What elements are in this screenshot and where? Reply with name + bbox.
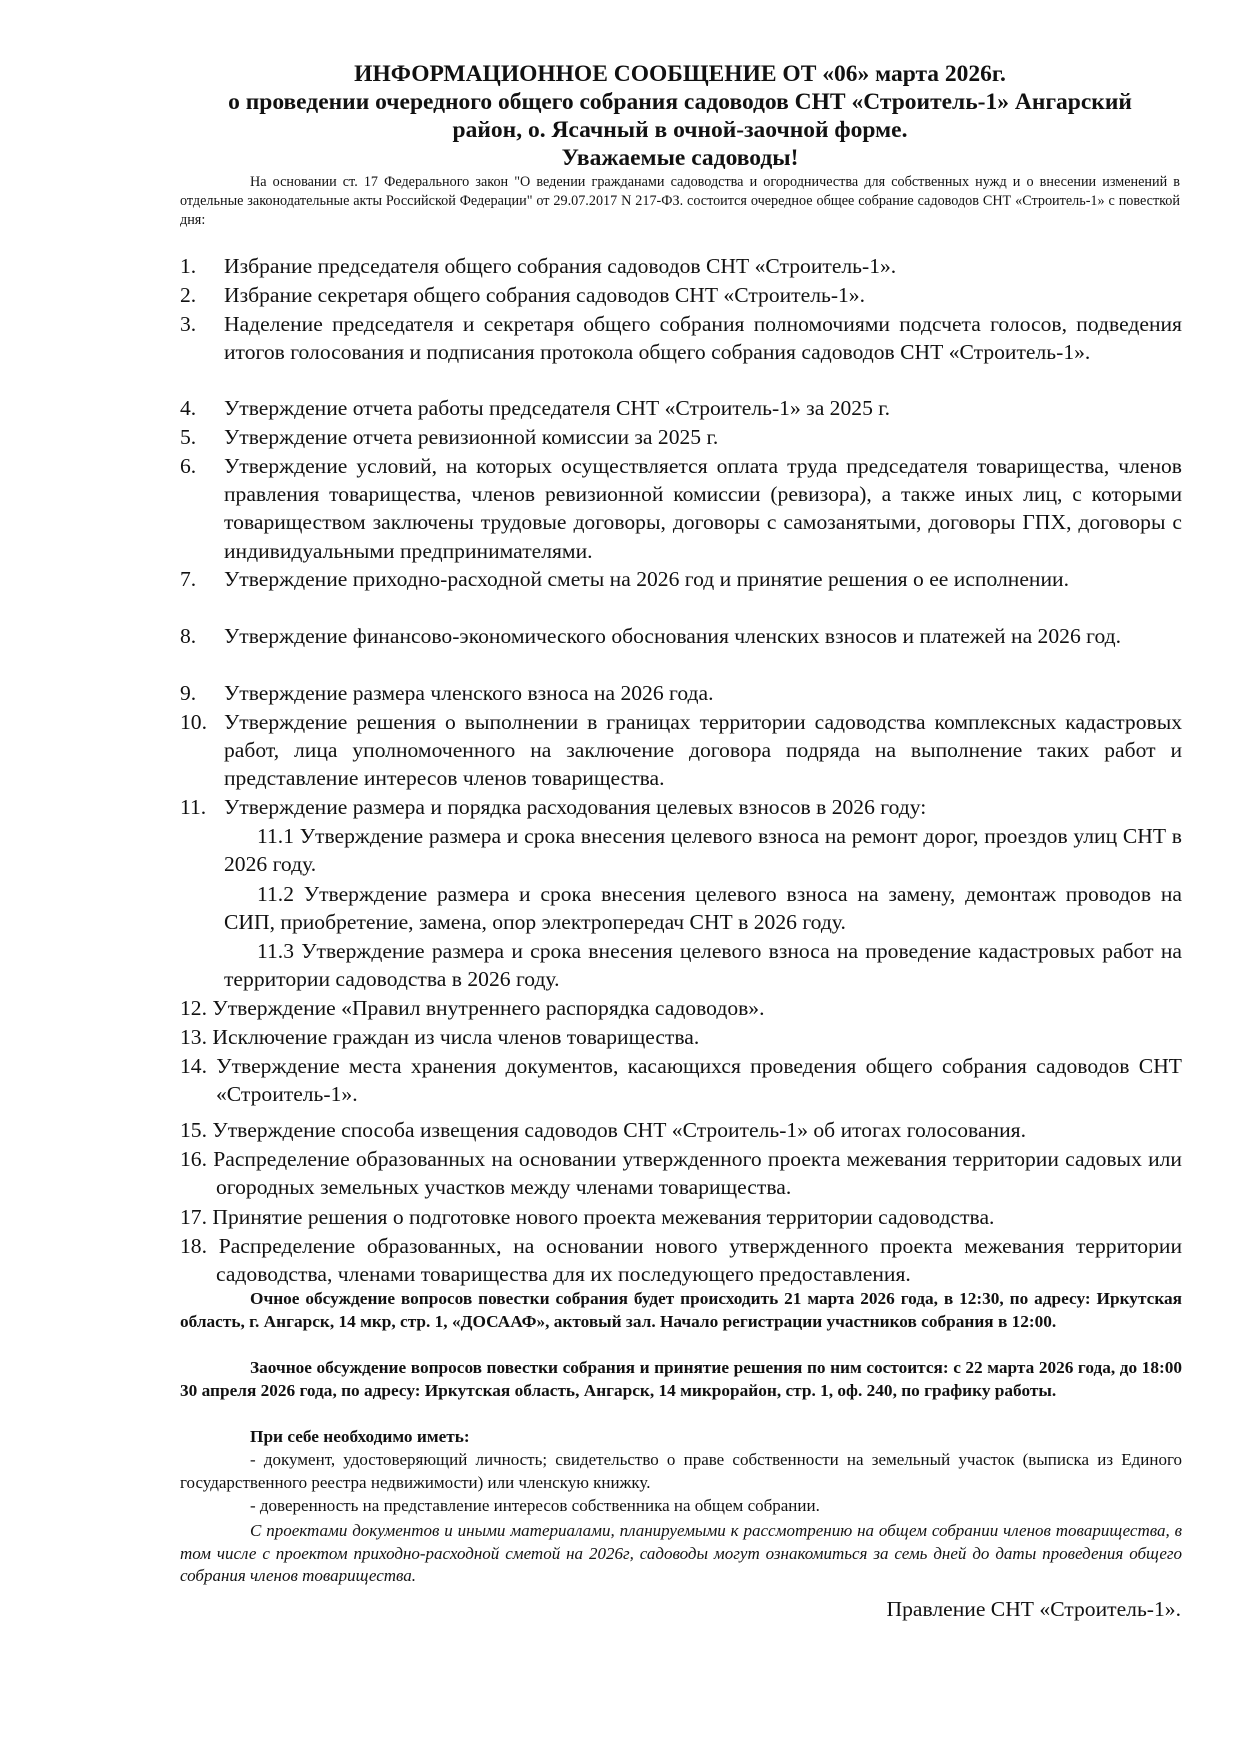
agenda-item-14 <box>180 1052 1182 1108</box>
signature: Правление СНТ «Строитель-1». <box>886 1597 1181 1621</box>
agenda-item-8 <box>180 622 1182 650</box>
agenda-text: 11.2 Утверждение размера и срока внесения целевого взноса на замену, демонтаж проводов на СИП, приобретение, замена, опор электропередач СНТ в 2026 году. <box>224 882 1182 935</box>
agenda-number: 9. <box>180 681 197 705</box>
agenda-number: 5. <box>180 425 197 449</box>
in-person-meeting-info: Очное обсуждение вопросов повестки собрания будет происходить 21 марта 2026 года, в 12:30, по адресу: Иркутская область, г. Ангарск, 14 мкр, стр. 1, «ДОСААФ», актовый зал. Начало регистрации участников собрания в 12:00. <box>180 1289 1182 1331</box>
agenda-text: Принятие решения о подготовке нового проекта межевания территории садоводства. <box>212 1205 995 1229</box>
closing-note: С проектами документов и иными материалами, планируемыми к рассмотрению на общем собрании членов товарищества, в том числе с проектом приходно-расходной сметой на 2026г, садоводы могут ознакомиться за семь дней до даты проведения общего собрания членов товарищества. <box>180 1521 1182 1585</box>
agenda-number: 8. <box>180 624 197 648</box>
agenda-text: Распределение образованных, на основании нового утвержденного проекта межевания территории садоводства, членами товарищества для их последующего предоставления. <box>216 1234 1183 1287</box>
agenda-text: Утверждение размера членского взноса на 2026 года. <box>224 681 714 705</box>
agenda-text: Утверждение условий, на которых осуществляется оплата труда председателя товарищества, членов правления товарищества, членов ревизионной комиссии (ревизора), а также иных лиц, с которыми товариществом заключены трудовые договоры, договоры с самозанятыми, договоры ГПХ, договоры с индивидуальными предпринимателями. <box>224 454 1182 563</box>
agenda-number: 4. <box>180 396 197 420</box>
greeting: Уважаемые садоводы! <box>561 145 799 171</box>
agenda-number: 11. <box>180 795 207 819</box>
agenda-text: Избрание председателя общего собрания садоводов СНТ «Строитель-1». <box>224 254 897 278</box>
agenda-item-17 <box>180 1203 1182 1231</box>
agenda-item-7 <box>180 565 1182 593</box>
agenda-text: Исключение граждан из числа членов товарищества. <box>212 1025 700 1049</box>
agenda-subitem-11-1 <box>180 822 1182 878</box>
agenda-number: 3. <box>180 312 197 336</box>
agenda-text: Утверждение отчета ревизионной комиссии за 2025 г. <box>224 425 719 449</box>
agenda-number: 2. <box>180 283 197 307</box>
agenda-item-16 <box>180 1145 1182 1201</box>
agenda-text: Утверждение финансово-экономического обоснования членских взносов и платежей на 2026 год. <box>224 624 1122 648</box>
agenda-text: Утверждение места хранения документов, касающихся проведения общего собрания садоводов СНТ «Строитель-1». <box>216 1054 1182 1107</box>
notice-subtitle-line1: о проведении очередного общего собрания садоводов СНТ «Строитель-1» Ангарский <box>228 89 1132 115</box>
bring-documents-item-2: - доверенность на представление интересов собственника на общем собрании. <box>250 1496 820 1515</box>
remote-meeting-info: Заочное обсуждение вопросов повестки собрания и принятие решения по ним состоится: с 22 марта 2026 года, до 18:00 30 апреля 2026 года, по адресу: Иркутская область, Ангарск, 14 микрорайон, стр. 1, оф. 240, по графику работы. <box>180 1358 1182 1400</box>
agenda-subitem-11-2 <box>180 880 1182 936</box>
notice-title: ИНФОРМАЦИОННОЕ СООБЩЕНИЕ ОТ «06» марта 2026г. <box>354 61 1006 87</box>
agenda-item-13 <box>180 1023 1182 1051</box>
agenda-number: 13. <box>180 1025 207 1049</box>
agenda-item-1 <box>180 252 1182 280</box>
agenda-text: 11.3 Утверждение размера и срока внесения целевого взноса на проведение кадастровых работ на территории садоводства в 2026 году. <box>224 939 1182 992</box>
bring-documents-title: При себе необходимо иметь: <box>250 1427 470 1446</box>
agenda-item-9 <box>180 679 1182 707</box>
agenda-item-12 <box>180 994 1182 1022</box>
agenda-number: 1. <box>180 254 197 278</box>
agenda-number: 15. <box>180 1118 207 1142</box>
agenda-text: Утверждение отчета работы председателя СНТ «Строитель-1» за 2025 г. <box>224 396 891 420</box>
agenda-number: 6. <box>180 454 197 478</box>
agenda-item-4 <box>180 394 1182 422</box>
agenda-number: 17. <box>180 1205 207 1229</box>
agenda-item-6 <box>180 452 1182 565</box>
agenda-number: 16. <box>180 1147 207 1171</box>
agenda-text: Утверждение «Правил внутреннего распорядка садоводов». <box>212 996 765 1020</box>
agenda-text: 11.1 Утверждение размера и срока внесения целевого взноса на ремонт дорог, проездов улиц СНТ в 2026 году. <box>224 824 1182 877</box>
agenda-text: Утверждение приходно-расходной сметы на 2026 год и принятие решения о ее исполнении. <box>224 567 1069 591</box>
agenda-text: Утверждение решения о выполнении в границах территории садоводства комплексных кадастровых работ, лица уполномоченного на заключение договора подряда на выполнение таких работ и представление интересов членов товарищества. <box>224 710 1182 791</box>
agenda-text: Избрание секретаря общего собрания садоводов СНТ «Строитель-1». <box>224 283 866 307</box>
agenda-item-11 <box>180 793 1182 821</box>
intro-paragraph: На основании ст. 17 Федерального закон "О ведении гражданами садоводства и огородничества для собственных нужд и о внесении изменений в отдельные законодательные акты Российской Федерации" от 29.07.2017 N 217-ФЗ. состоится очередное общее собрание садоводов СНТ «Строитель-1» с повесткой дня: <box>180 174 1180 228</box>
agenda-number: 18. <box>180 1234 207 1258</box>
agenda-subitem-11-3 <box>180 937 1182 993</box>
agenda-number: 12. <box>180 996 207 1020</box>
agenda-item-10 <box>180 708 1182 793</box>
agenda-number: 14. <box>180 1054 207 1078</box>
agenda-item-15 <box>180 1116 1182 1144</box>
agenda-item-2 <box>180 281 1182 309</box>
agenda-item-18 <box>180 1232 1182 1288</box>
agenda-number: 7. <box>180 567 197 591</box>
agenda-text: Наделение председателя и секретаря общего собрания полномочиями подсчета голосов, подведения итогов голосования и подписания протокола общего собрания садоводов СНТ «Строитель-1». <box>224 312 1182 365</box>
bring-documents-item-1: - документ, удостоверяющий личность; свидетельство о праве собственности на земельный участок (выписка из Единого государственного реестра недвижимости) или членскую книжку. <box>180 1450 1182 1492</box>
agenda-text: Утверждение размера и порядка расходования целевых взносов в 2026 году: <box>224 795 927 819</box>
agenda-item-3 <box>180 310 1182 366</box>
agenda-text: Распределение образованных на основании утвержденного проекта межевания территории садовых или огородных земельных участков между членами товарищества. <box>213 1147 1182 1200</box>
agenda-text: Утверждение способа извещения садоводов СНТ «Строитель-1» об итогах голосования. <box>212 1118 1026 1142</box>
agenda-number: 10. <box>180 710 207 734</box>
agenda-item-5 <box>180 423 1182 451</box>
notice-subtitle-line2: район, о. Ясачный в очной-заочной форме. <box>452 117 908 143</box>
